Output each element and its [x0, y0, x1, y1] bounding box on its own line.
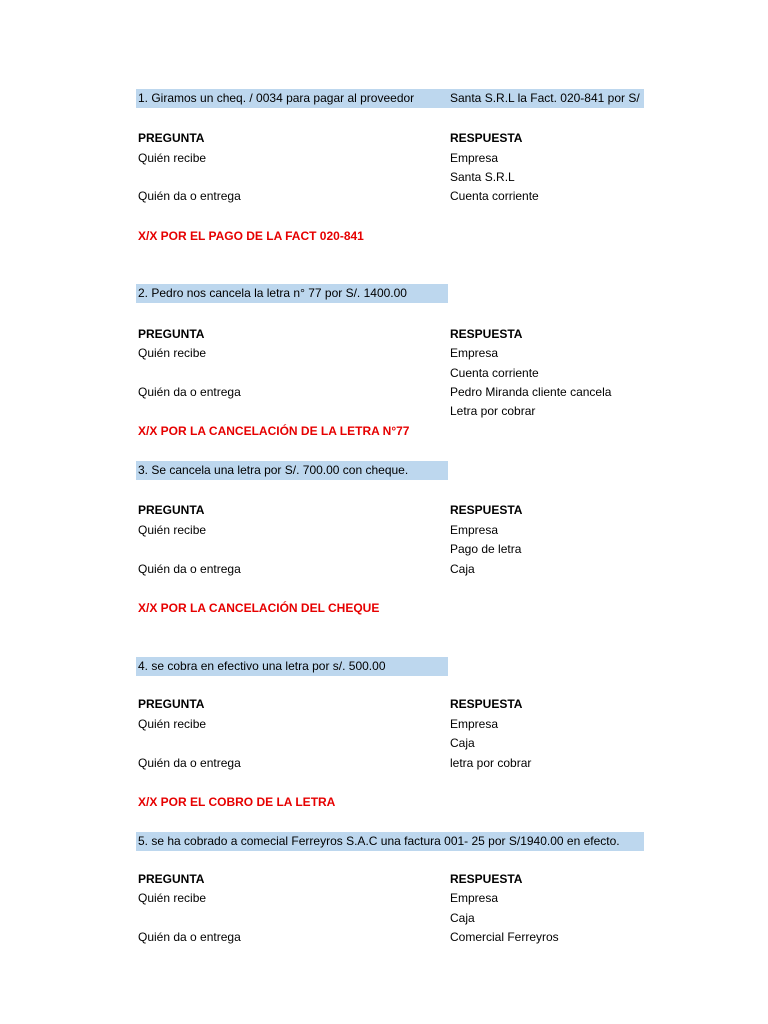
section-3-note: X/X POR LA CANCELACIÓN DEL CHEQUE	[138, 601, 380, 615]
section-2-answer: Pedro Miranda cliente cancela	[450, 385, 612, 399]
section-2-question-header: PREGUNTA	[138, 327, 205, 341]
section-5-title: 5. se ha cobrado a comecial Ferreyros S.A.C una factura 001- 25 por S/1940.00 en efecto.	[138, 834, 620, 848]
section-3-answer: Caja	[450, 562, 475, 576]
section-3-question-header: PREGUNTA	[138, 503, 205, 517]
section-5-answer-header: RESPUESTA	[450, 872, 523, 886]
section-5-answer: Empresa	[450, 891, 499, 905]
section-4-answer: Empresa	[450, 717, 499, 731]
section-1-answer: Santa S.R.L	[450, 170, 515, 184]
section-2-answer: Letra por cobrar	[450, 404, 536, 418]
section-4-answer: letra por cobrar	[450, 756, 532, 770]
section-1-answer: Empresa	[450, 151, 499, 165]
section-3-question-receives: Quién recibe	[138, 523, 207, 537]
section-1-question-receives: Quién recibe	[138, 151, 207, 165]
section-3-question-gives: Quién da o entrega	[138, 562, 241, 576]
section-5-question-receives: Quién recibe	[138, 891, 207, 905]
section-4-question-receives: Quién recibe	[138, 717, 207, 731]
section-1-title-continued: Santa S.R.L la Fact. 020-841 por S/	[450, 91, 640, 105]
section-1-question-gives: Quién da o entrega	[138, 189, 241, 203]
section-2-answer-header: RESPUESTA	[450, 327, 523, 341]
section-2-question-receives: Quién recibe	[138, 346, 207, 360]
section-3-answer-header: RESPUESTA	[450, 503, 523, 517]
section-5-question-gives: Quién da o entrega	[138, 930, 241, 944]
section-2-note: X/X POR LA CANCELACIÓN DE LA LETRA N°77	[138, 424, 410, 438]
section-2-question-gives: Quién da o entrega	[138, 385, 241, 399]
section-4-answer: Caja	[450, 736, 475, 750]
section-2-answer: Cuenta corriente	[450, 366, 539, 380]
section-5-answer: Caja	[450, 911, 475, 925]
section-4-question-gives: Quién da o entrega	[138, 756, 241, 770]
section-1-answer: Cuenta corriente	[450, 189, 539, 203]
section-5-question-header: PREGUNTA	[138, 872, 205, 886]
section-1-question-header: PREGUNTA	[138, 131, 205, 145]
section-4-answer-header: RESPUESTA	[450, 697, 523, 711]
section-1-title: 1. Giramos un cheq. / 0034 para pagar al proveedor	[138, 91, 415, 105]
section-4-note: X/X POR EL COBRO DE LA LETRA	[138, 795, 336, 809]
section-4-title: 4. se cobra en efectivo una letra por s/. 500.00	[138, 659, 386, 673]
section-1-answer-header: RESPUESTA	[450, 131, 523, 145]
section-1-note: X/X POR EL PAGO DE LA FACT 020-841	[138, 229, 364, 243]
section-3-title: 3. Se cancela una letra por S/. 700.00 con cheque.	[138, 463, 409, 477]
section-4-question-header: PREGUNTA	[138, 697, 205, 711]
section-3-answer: Empresa	[450, 523, 499, 537]
section-5-answer: Comercial Ferreyros	[450, 930, 559, 944]
section-3-answer: Pago de letra	[450, 542, 522, 556]
section-2-title: 2. Pedro nos cancela la letra n° 77 por S/. 1400.00	[138, 286, 407, 300]
section-2-answer: Empresa	[450, 346, 499, 360]
